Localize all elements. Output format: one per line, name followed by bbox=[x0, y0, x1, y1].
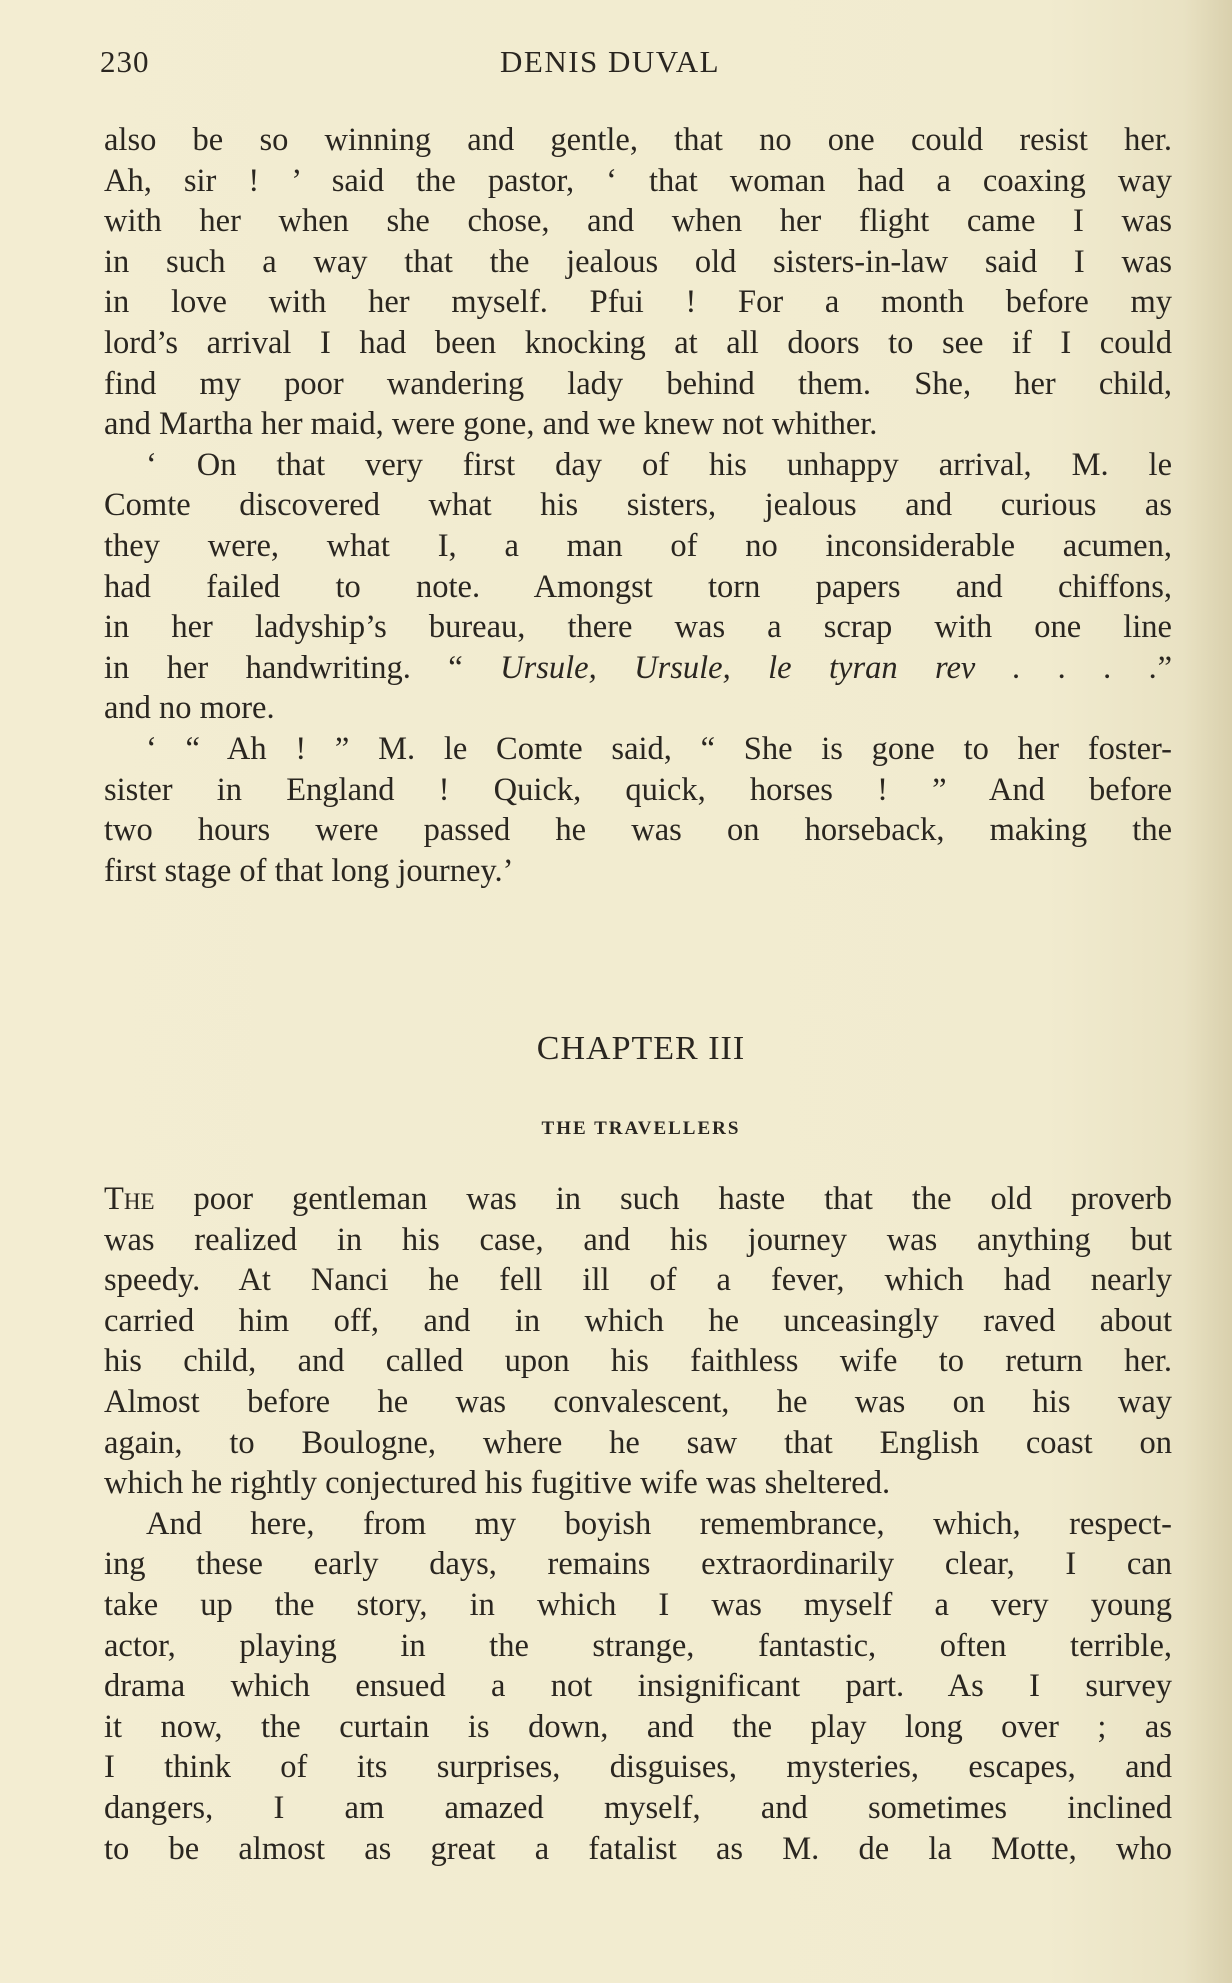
text-line: find my poor wandering lady behind them. She, her child, bbox=[104, 365, 1172, 402]
page-number: 230 bbox=[100, 44, 150, 79]
text-line: lord’s arrival I had been knocking at all doors to see if I could bbox=[104, 324, 1172, 361]
text-line: drama which ensued a not insignificant part. As I survey bbox=[104, 1668, 1172, 1705]
text-line: Ah, sir ! ’ said the pastor, ‘ that woman had a coaxing way bbox=[104, 162, 1172, 199]
chapter-subtitle: THE TRAVELLERS bbox=[541, 1118, 741, 1139]
text-line-with-italic bbox=[104, 648, 1172, 689]
text-line: also be so winning and gentle, that no one could resist her. bbox=[104, 122, 1172, 158]
text-line: first stage of that long journey.’ bbox=[104, 852, 514, 889]
text-line: carried him off, and in which he unceasingly raved about bbox=[104, 1302, 1172, 1339]
text-line: Almost before he was convalescent, he was on his way bbox=[104, 1383, 1172, 1420]
text-line: was realized in his case, and his journey was anything but bbox=[104, 1221, 1172, 1258]
body-text-section-1 bbox=[104, 120, 1172, 891]
text-line: I think of its surprises, disguises, mysteries, escapes, and bbox=[104, 1749, 1172, 1786]
text-line: they were, what I, a man of no inconsiderable acumen, bbox=[104, 527, 1172, 564]
text-line: speedy. At Nanci he fell ill of a fever, which had nearly bbox=[104, 1262, 1172, 1299]
text-line: had failed to note. Amongst torn papers and chiffons, bbox=[104, 568, 1172, 605]
text-line: And here, from my boyish remembrance, which, respect- bbox=[146, 1505, 1172, 1542]
text-fragment: in her handwriting. “ bbox=[104, 649, 501, 686]
text-line: ing these early days, remains extraordinarily clear, I can bbox=[104, 1546, 1172, 1583]
text-line: with her when she chose, and when her flight came I was bbox=[104, 203, 1172, 240]
text-line: and no more. bbox=[104, 690, 275, 727]
text-line: sister in England ! Quick, quick, horses ! ” And before bbox=[104, 771, 1172, 808]
text-line: take up the story, in which I was myself a very young bbox=[104, 1586, 1172, 1623]
text-line: in love with her myself. Pfui ! For a month before my bbox=[104, 284, 1172, 321]
text-line: his child, and called upon his faithless wife to return her. bbox=[104, 1343, 1172, 1380]
text-line: it now, the curtain is down, and the play long over ; as bbox=[104, 1708, 1172, 1745]
text-line: Comte discovered what his sisters, jealous and curious as bbox=[104, 487, 1172, 524]
text-line: two hours were passed he was on horseback, making the bbox=[104, 812, 1172, 849]
italic-quote: Ursule, Ursule, le tyran rev . . . . bbox=[500, 649, 1158, 686]
text-line-first bbox=[104, 1179, 1172, 1220]
text-line: in her ladyship’s bureau, there was a scrap with one line bbox=[104, 609, 1172, 646]
running-title: DENIS DUVAL bbox=[500, 44, 721, 79]
text-line: dangers, I am amazed myself, and sometimes inclined bbox=[104, 1789, 1172, 1826]
text-line: ‘ On that very first day of his unhappy arrival, M. le bbox=[146, 446, 1172, 483]
lead-word: The bbox=[104, 1181, 155, 1217]
text-line: to be almost as great a fatalist as M. de la Motte, who bbox=[104, 1830, 1172, 1867]
body-text-section-2 bbox=[104, 1179, 1172, 1869]
text-line: again, to Boulogne, where he saw that English coast on bbox=[104, 1424, 1172, 1461]
chapter-title: CHAPTER III bbox=[536, 1030, 746, 1067]
text-line: ‘ “ Ah ! ” M. le Comte said, “ She is gone to her foster- bbox=[146, 730, 1172, 767]
text-line: and Martha her maid, were gone, and we knew not whither. bbox=[104, 406, 878, 443]
text-fragment: poor gentleman was in such haste that the old proverb bbox=[154, 1181, 1172, 1217]
text-line: in such a way that the jealous old sisters-in-law said I was bbox=[104, 243, 1172, 280]
text-fragment: ” bbox=[1157, 649, 1172, 686]
text-line: actor, playing in the strange, fantastic, often terrible, bbox=[104, 1627, 1172, 1664]
text-line: which he rightly conjectured his fugitive wife was sheltered. bbox=[104, 1465, 891, 1502]
running-head bbox=[100, 44, 1180, 94]
